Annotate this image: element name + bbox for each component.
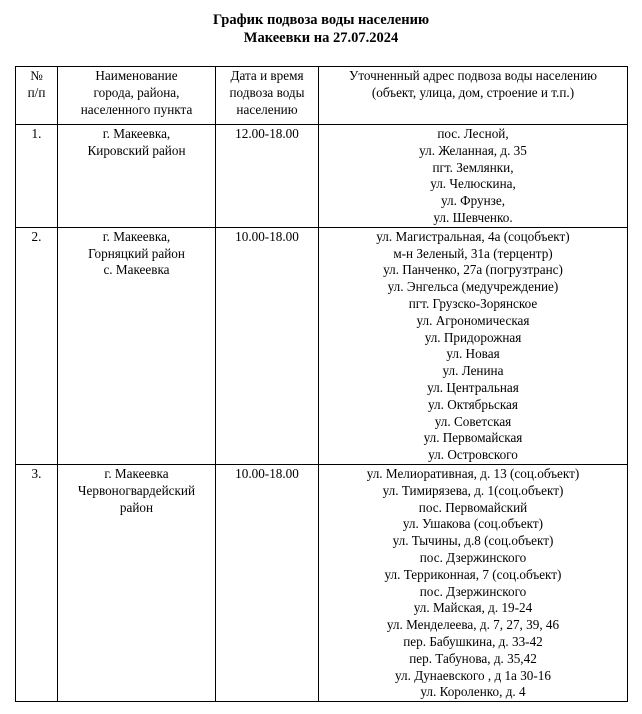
row-number: 3. xyxy=(16,464,58,701)
table-body xyxy=(16,125,628,702)
table-row xyxy=(16,227,628,464)
row-number: 2. xyxy=(16,227,58,464)
address-line: ул. Агрономическая xyxy=(416,312,530,328)
address-line: ул. Магистральная, 4а (соцобъект) xyxy=(376,228,570,244)
header-name: Наименование города, района, населенного пункта xyxy=(58,67,216,125)
address-line: ул. Терриконная, 7 (соц.объект) xyxy=(384,566,562,582)
address-line: ул. Центральная xyxy=(427,379,519,395)
address-line: ул. Короленко, д. 4 xyxy=(420,684,526,700)
row-locality xyxy=(58,464,216,701)
row-delivery-time: 10.00-18.00 xyxy=(216,464,319,701)
address-line: пос. Дзержинского xyxy=(419,549,527,565)
locality-line: г. Макеевка, xyxy=(102,126,171,141)
address-line: ул. Мелиоративная, д. 13 (соц.объект) xyxy=(366,465,580,481)
table-header-row xyxy=(16,67,628,125)
locality-line: г. Макеевка xyxy=(104,465,169,481)
address-line: пос. Дзержинского xyxy=(419,583,527,599)
locality-line: г. Макеевка, xyxy=(102,228,171,244)
address-line: ул. Тимирязева, д. 1(соц.объект) xyxy=(382,482,564,498)
address-line: пос. Лесной, xyxy=(437,126,509,141)
address-line: ул. Шевченко. xyxy=(433,209,513,225)
address-line: ул. Челюскина, xyxy=(430,176,516,192)
water-delivery-table xyxy=(15,66,628,702)
table-row xyxy=(16,125,628,228)
address-line: ул. Придорожная xyxy=(424,329,522,345)
title-line-1: График подвоза воды населению xyxy=(212,12,430,28)
address-line: ул. Панченко, 27а (погрузтранс) xyxy=(383,262,563,278)
address-line: пер. Табунова, д. 35,42 xyxy=(409,650,537,666)
address-line: пгт. Грузско-Зорянское xyxy=(408,295,538,311)
header-time: Дата и время подвоза воды населению xyxy=(216,67,319,125)
locality-line: Червоногвардейский xyxy=(77,482,196,498)
locality-line: Горняцкий район xyxy=(88,245,185,261)
row-addresses xyxy=(319,227,628,464)
table-row xyxy=(16,464,628,701)
address-line: ул. Новая xyxy=(446,346,500,362)
address-line: ул. Дунаевского , д 1а 30-16 xyxy=(395,667,551,683)
address-line: ул. Ленина xyxy=(442,363,504,379)
address-line: ул. Советская xyxy=(434,413,512,429)
locality-line: с. Макеевка xyxy=(103,262,170,278)
row-delivery-time: 10.00-18.00 xyxy=(216,227,319,464)
address-line: ул. Островского xyxy=(428,447,518,463)
address-line: ул. Первомайская xyxy=(423,430,523,446)
row-locality xyxy=(58,227,216,464)
address-line: ул. Энгельса (медучреждение) xyxy=(387,279,559,295)
document-title xyxy=(0,11,642,47)
address-line: ул. Менделеева, д. 7, 27, 39, 46 xyxy=(386,617,560,633)
address-line: ул. Фрунзе, xyxy=(440,193,506,209)
address-line: пгт. Землянки, xyxy=(432,159,514,175)
title-line-2: Макеевки на 27.07.2024 xyxy=(243,30,399,46)
header-address: Уточненный адрес подвоза воды населению (объект, улица, дом, строение и т.п.) xyxy=(319,67,628,125)
header-number: № п/п xyxy=(16,67,58,125)
address-line: пос. Первомайский xyxy=(418,499,528,515)
row-number: 1. xyxy=(16,125,58,228)
row-delivery-time: 12.00-18.00 xyxy=(216,125,319,228)
locality-line: Кировский район xyxy=(87,142,186,158)
address-line: ул. Тычины, д.8 (соц.объект) xyxy=(392,533,554,549)
address-line: ул. Майская, д. 19-24 xyxy=(413,600,533,616)
address-line: ул. Желанная, д. 35 xyxy=(419,142,527,158)
address-line: м-н Зеленый, 31а (терцентр) xyxy=(393,245,553,261)
row-addresses xyxy=(319,464,628,701)
row-addresses xyxy=(319,125,628,228)
address-line: пер. Бабушкина, д. 33-42 xyxy=(403,633,543,649)
address-line: ул. Ушакова (соц.объект) xyxy=(402,516,544,532)
row-locality xyxy=(58,125,216,228)
address-line: ул. Октябрьская xyxy=(428,396,518,412)
locality-line: район xyxy=(119,499,154,515)
